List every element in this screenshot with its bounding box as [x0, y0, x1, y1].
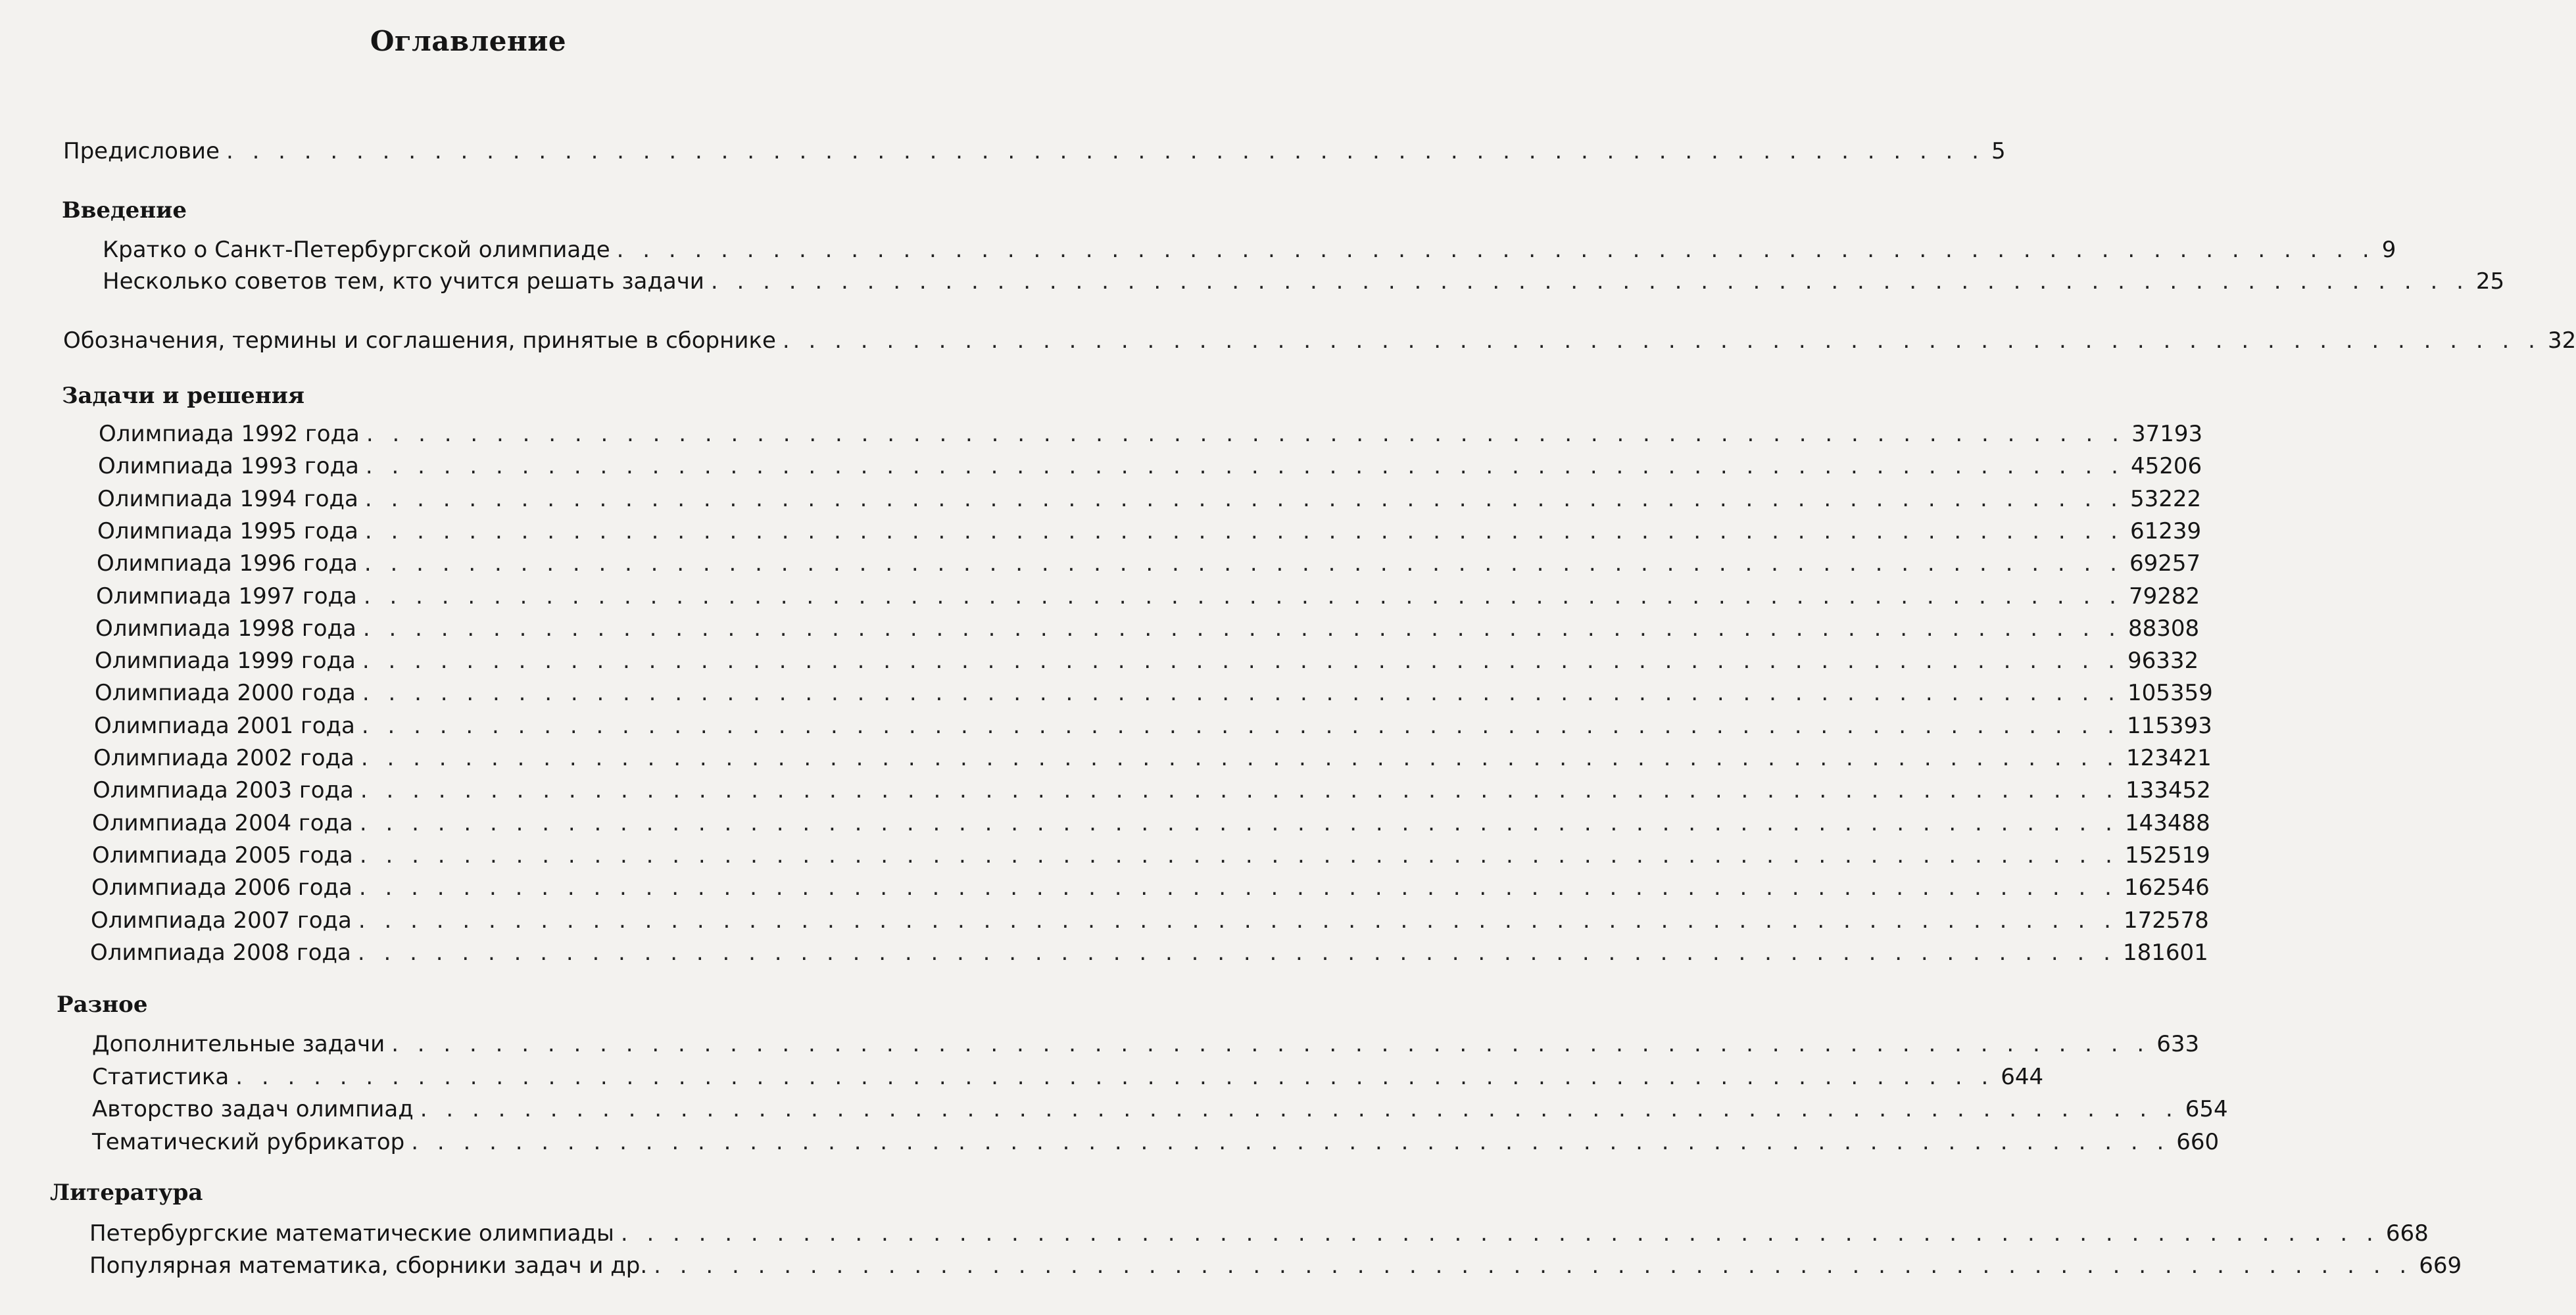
solutions-page: 452 — [2168, 777, 2211, 804]
problems-page: 115 — [2126, 712, 2170, 739]
dot-leader: . . . . . . . . . . . . . . . . . . . . . . . . . . . . . . . . . . . . . . . . . . . . . . . . . . . . . . . . . . . . . . . . . . . . — [420, 1096, 2179, 1122]
section-heading-intro: Введение — [62, 197, 187, 224]
entry-label: Олимпиада 2006 года — [91, 874, 352, 901]
solutions-page: 546 — [2166, 874, 2210, 901]
toc-entry-olympiad[interactable] — [95, 615, 2200, 646]
entry-label: Олимпиада 2001 года — [94, 712, 355, 739]
solutions-page: 282 — [2157, 583, 2200, 610]
entry-page: 32 — [2547, 327, 2576, 354]
dot-leader: . . . . . . . . . . . . . . . . . . . . . . . . . . . . . . . . . . . . . . . . . . . . . . . . . . . . . . . . . . . . . . . . . . . . — [357, 939, 2116, 966]
problems-page: 152 — [2124, 842, 2168, 869]
dot-leader: . . . . . . . . . . . . . . . . . . . . . . . . . . . . . . . . . . . . . . . . . . . . . . . . . . . . . . . . . . . . . . . . . . . . — [359, 842, 2118, 869]
entry-page: 660 — [2176, 1128, 2220, 1155]
dot-leader: . . . . . . . . . . . . . . . . . . . . . . . . . . . . . . . . . . . . . . . . . . . . . . . . . . . . . . . . . . . . . . . . . . . . — [362, 648, 2121, 675]
dot-leader: . . . . . . . . . . . . . . . . . . . . . . . . . . . . . . . . . . . . . . . . . . . . . . . . . . . . . . . . . . . . . . . . . . . . — [235, 1063, 1995, 1090]
entry-label: Олимпиада 1999 года — [95, 648, 356, 675]
toc-entry-intro-2[interactable] — [103, 268, 2505, 299]
dot-leader: . . . . . . . . . . . . . . . . . . . . . . . . . . . . . . . . . . . . . . . . . . . . . . . . . . . . . . . . . . . . . . . . . . . . — [411, 1128, 2170, 1155]
solutions-page: 488 — [2167, 809, 2210, 836]
solutions-page: 332 — [2156, 648, 2199, 675]
dot-leader: . . . . . . . . . . . . . . . . . . . . . . . . . . . . . . . . . . . . . . . . . . . . . . . . . . . . . . . . . . . . . . . . . . . . — [364, 485, 2124, 512]
dot-leader: . . . . . . . . . . . . . . . . . . . . . . . . . . . . . . . . . . . . . . . . . . . . . . . . . . . . . . . . . . . . . . . . . . . . — [226, 138, 1985, 164]
toc-entry-intro-1[interactable] — [103, 237, 2396, 267]
entry-label: Несколько советов тем, кто учится решать задачи — [103, 268, 704, 295]
toc-entry-misc[interactable] — [92, 1128, 2220, 1159]
toc-entry-olympiad[interactable] — [91, 907, 2209, 938]
toc-entry-olympiad[interactable] — [95, 680, 2213, 710]
toc-entry-notation[interactable] — [63, 327, 2576, 358]
toc-entry-olympiad[interactable] — [95, 648, 2199, 678]
toc-entry-literature[interactable] — [89, 1220, 2429, 1251]
toc-entry-olympiad[interactable] — [90, 939, 2208, 970]
entry-label: Олимпиада 2004 года — [92, 809, 353, 836]
entry-label: Петербургские математические олимпиады — [89, 1220, 614, 1247]
dot-leader: . . . . . . . . . . . . . . . . . . . . . . . . . . . . . . . . . . . . . . . . . . . . . . . . . . . . . . . . . . . . . . . . . . . . — [358, 874, 2118, 901]
entry-label: Олимпиада 2005 года — [92, 842, 353, 869]
entry-label: Олимпиада 2007 года — [91, 907, 352, 934]
toc-entry-olympiad[interactable] — [91, 874, 2210, 905]
entry-label: Статистика — [92, 1063, 230, 1090]
entry-label: Обозначения, термины и соглашения, принятые в сборнике — [63, 327, 776, 354]
dot-leader: . . . . . . . . . . . . . . . . . . . . . . . . . . . . . . . . . . . . . . . . . . . . . . . . . . . . . . . . . . . . . . . . . . . . — [710, 268, 2469, 295]
problems-page: 105 — [2127, 680, 2170, 707]
section-heading-misc: Разное — [57, 992, 148, 1018]
toc-entry-olympiad[interactable] — [92, 842, 2210, 873]
entry-label: Олимпиада 1996 года — [97, 550, 358, 577]
toc-entry-literature[interactable] — [89, 1253, 2462, 1283]
entry-label: Олимпиада 2003 года — [93, 777, 354, 804]
solutions-page: 421 — [2168, 745, 2212, 771]
toc-entry-olympiad[interactable] — [98, 453, 2202, 483]
page-title: Оглавление — [370, 25, 567, 57]
dot-leader: . . . . . . . . . . . . . . . . . . . . . . . . . . . . . . . . . . . . . . . . . . . . . . . . . . . . . . . . . . . . . . . . . . . . — [362, 615, 2122, 642]
entry-label: Олимпиада 1997 года — [96, 583, 357, 610]
dot-leader: . . . . . . . . . . . . . . . . . . . . . . . . . . . . . . . . . . . . . . . . . . . . . . . . . . . . . . . . . . . . . . . . . . . . — [359, 809, 2118, 836]
toc-entry-preface[interactable] — [63, 138, 2006, 168]
toc-entry-olympiad[interactable] — [97, 550, 2201, 581]
problems-page: 53 — [2129, 485, 2159, 512]
entry-page: 633 — [2156, 1031, 2200, 1057]
solutions-page: 257 — [2158, 550, 2201, 577]
toc-entry-olympiad[interactable] — [92, 809, 2210, 840]
toc-entry-olympiad[interactable] — [97, 485, 2202, 516]
dot-leader: . . . . . . . . . . . . . . . . . . . . . . . . . . . . . . . . . . . . . . . . . . . . . . . . . . . . . . . . . . . . . . . . . . . . — [360, 745, 2120, 771]
dot-leader: . . . . . . . . . . . . . . . . . . . . . . . . . . . . . . . . . . . . . . . . . . . . . . . . . . . . . . . . . . . . . . . . . . . . — [782, 327, 2541, 354]
entry-label: Олимпиада 2002 года — [93, 745, 354, 771]
dot-leader: . . . . . . . . . . . . . . . . . . . . . . . . . . . . . . . . . . . . . . . . . . . . . . . . . . . . . . . . . . . . . . . . . . . . — [616, 237, 2375, 263]
problems-page: 88 — [2127, 615, 2157, 642]
entry-label: Дополнительные задачи — [92, 1031, 385, 1057]
toc-entry-misc[interactable] — [92, 1096, 2228, 1126]
toc-entry-olympiad[interactable] — [93, 745, 2212, 775]
solutions-page: 601 — [2165, 939, 2208, 966]
entry-page: 654 — [2185, 1096, 2228, 1122]
dot-leader: . . . . . . . . . . . . . . . . . . . . . . . . . . . . . . . . . . . . . . . . . . . . . . . . . . . . . . . . . . . . . . . . . . . . — [391, 1031, 2151, 1057]
dot-leader: . . . . . . . . . . . . . . . . . . . . . . . . . . . . . . . . . . . . . . . . . . . . . . . . . . . . . . . . . . . . . . . . . . . . — [364, 517, 2124, 544]
toc-entry-olympiad[interactable] — [97, 517, 2202, 548]
dot-leader: . . . . . . . . . . . . . . . . . . . . . . . . . . . . . . . . . . . . . . . . . . . . . . . . . . . . . . . . . . . . . . . . . . . . — [360, 777, 2119, 804]
problems-page: 69 — [2129, 550, 2158, 577]
problems-page: 61 — [2129, 517, 2159, 544]
problems-page: 45 — [2130, 453, 2160, 480]
problems-page: 181 — [2122, 939, 2166, 966]
dot-leader: . . . . . . . . . . . . . . . . . . . . . . . . . . . . . . . . . . . . . . . . . . . . . . . . . . . . . . . . . . . . . . . . . . . . — [364, 550, 2123, 577]
entry-page: 644 — [2001, 1063, 2044, 1090]
solutions-page: 193 — [2160, 421, 2203, 447]
problems-page: 172 — [2123, 907, 2166, 934]
entry-label: Олимпиада 2008 года — [90, 939, 351, 966]
solutions-page: 359 — [2170, 680, 2213, 707]
entry-page: 9 — [2381, 237, 2396, 263]
solutions-page: 578 — [2166, 907, 2209, 934]
toc-entry-olympiad[interactable] — [96, 583, 2200, 613]
dot-leader: . . . . . . . . . . . . . . . . . . . . . . . . . . . . . . . . . . . . . . . . . . . . . . . . . . . . . . . . . . . . . . . . . . . . — [358, 907, 2117, 934]
problems-page: 37 — [2131, 421, 2160, 447]
entry-label: Олимпиада 1992 года — [99, 421, 360, 447]
problems-page: 123 — [2126, 745, 2169, 771]
entry-label: Кратко о Санкт-Петербургской олимпиаде — [103, 237, 610, 263]
entry-label: Олимпиада 1993 года — [98, 453, 359, 480]
solutions-page: 222 — [2158, 485, 2202, 512]
toc-entry-olympiad[interactable] — [93, 777, 2211, 807]
toc-entry-misc[interactable] — [92, 1063, 2044, 1094]
dot-leader: . . . . . . . . . . . . . . . . . . . . . . . . . . . . . . . . . . . . . . . . . . . . . . . . . . . . . . . . . . . . . . . . . . . . — [365, 453, 2124, 480]
entry-page: 669 — [2419, 1253, 2462, 1279]
dot-leader: . . . . . . . . . . . . . . . . . . . . . . . . . . . . . . . . . . . . . . . . . . . . . . . . . . . . . . . . . . . . . . . . . . . . — [620, 1220, 2379, 1247]
dot-leader: . . . . . . . . . . . . . . . . . . . . . . . . . . . . . . . . . . . . . . . . . . . . . . . . . . . . . . . . . . . . . . . . . . . . — [361, 712, 2120, 739]
toc-entry-olympiad[interactable] — [94, 712, 2212, 743]
section-heading-problems: Задачи и решения — [62, 383, 305, 409]
entry-label: Олимпиада 1995 года — [97, 517, 358, 544]
solutions-page: 206 — [2159, 453, 2202, 480]
problems-page: 79 — [2128, 583, 2158, 610]
entry-label: Авторство задач олимпиад — [92, 1096, 414, 1122]
entry-page: 25 — [2475, 268, 2505, 295]
section-heading-literature: Литература — [50, 1180, 203, 1206]
dot-leader: . . . . . . . . . . . . . . . . . . . . . . . . . . . . . . . . . . . . . . . . . . . . . . . . . . . . . . . . . . . . . . . . . . . . — [362, 680, 2121, 707]
solutions-page: 239 — [2158, 517, 2202, 544]
entry-page: 5 — [1991, 138, 2006, 164]
dot-leader: . . . . . . . . . . . . . . . . . . . . . . . . . . . . . . . . . . . . . . . . . . . . . . . . . . . . . . . . . . . . . . . . . . . . — [366, 421, 2125, 447]
toc-entry-misc[interactable] — [92, 1031, 2200, 1061]
entry-label: Тематический рубрикатор — [92, 1128, 405, 1155]
dot-leader: . . . . . . . . . . . . . . . . . . . . . . . . . . . . . . . . . . . . . . . . . . . . . . . . . . . . . . . . . . . . . . . . . . . . — [654, 1253, 2413, 1279]
problems-page: 143 — [2124, 809, 2168, 836]
solutions-page: 519 — [2167, 842, 2210, 869]
entry-label: Олимпиада 1994 года — [97, 485, 358, 512]
entry-label: Популярная математика, сборники задач и др. — [89, 1253, 648, 1279]
solutions-page: 393 — [2169, 712, 2212, 739]
solutions-page: 308 — [2156, 615, 2200, 642]
entry-label: Предисловие — [63, 138, 220, 164]
entry-label: Олимпиада 2000 года — [95, 680, 356, 707]
problems-page: 162 — [2124, 874, 2167, 901]
entry-page: 668 — [2385, 1220, 2429, 1247]
problems-page: 133 — [2125, 777, 2168, 804]
toc-entry-olympiad[interactable] — [99, 421, 2203, 451]
problems-page: 96 — [2127, 648, 2156, 675]
dot-leader: . . . . . . . . . . . . . . . . . . . . . . . . . . . . . . . . . . . . . . . . . . . . . . . . . . . . . . . . . . . . . . . . . . . . — [363, 583, 2122, 610]
entry-label: Олимпиада 1998 года — [95, 615, 356, 642]
